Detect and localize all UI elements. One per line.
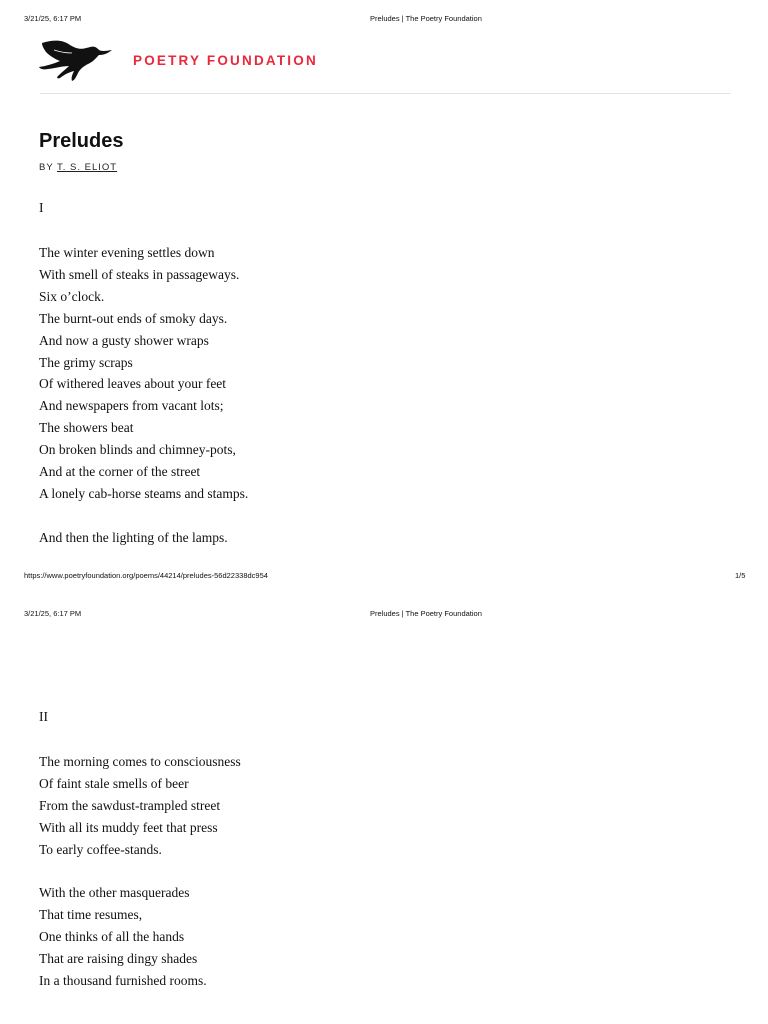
byline (39, 162, 117, 173)
print-datetime-2: 3/21/25, 6:17 PM (24, 609, 82, 618)
poem-line: Of faint stale smells of beer (39, 775, 189, 791)
poem-line: With all its muddy feet that press (39, 819, 218, 835)
pegasus-icon (38, 36, 114, 82)
poem-line: And now a gusty shower wraps (39, 332, 209, 348)
poem-line: Of withered leaves about your feet (39, 376, 227, 392)
poem-line: In a thousand furnished rooms. (39, 973, 207, 989)
poem-line: That are raising dingy shades (39, 951, 198, 967)
poem-line: And then the lighting of the lamps. (39, 529, 228, 545)
poem-line: That time resumes, (39, 907, 143, 923)
poem-line: The showers beat (39, 420, 134, 436)
poem-line: The grimy scraps (39, 354, 133, 370)
poem-line: The winter evening settles down (39, 245, 215, 260)
poem-line: And newspapers from vacant lots; (39, 398, 224, 414)
print-doc-title-2: Preludes | The Poetry Foundation (370, 609, 482, 618)
poem-section-1 (39, 242, 248, 549)
author-link[interactable]: T. S. ELIOT (56, 162, 118, 173)
print-doc-title: Preludes | The Poetry Foundation (370, 14, 482, 23)
section-number-2: II (39, 709, 48, 724)
poem-line: And at the corner of the street (39, 464, 201, 480)
stanza-2b (39, 882, 241, 992)
poetry-foundation-logo[interactable] (38, 36, 338, 86)
poem-line: A lonely cab-horse steams and stamps. (39, 485, 249, 501)
by-label: BY (39, 162, 54, 173)
print-datetime: 3/21/25, 6:17 PM (24, 14, 82, 23)
stanza-2a (39, 751, 241, 861)
section-number-1: I (39, 200, 44, 215)
poem-section-2 (39, 751, 241, 992)
poem-line: Six o’clock. (39, 288, 105, 304)
poem-line: The burnt-out ends of smoky days. (39, 310, 228, 326)
poem-line: The morning comes to consciousness (39, 754, 241, 769)
stanza-1b (39, 527, 248, 549)
poem-line: One thinks of all the hands (39, 929, 185, 945)
poem-line: With the other masquerades (39, 885, 190, 901)
brand-name: POETRY FOUNDATION (133, 53, 318, 68)
header-divider (40, 93, 731, 94)
poem-line: With smell of steaks in passageways. (39, 266, 240, 282)
stanza-1a (39, 242, 248, 505)
poem-line: To early coffee-stands. (39, 841, 162, 857)
print-url: https://www.poetryfoundation.org/poems/44214/preludes-56d22338dc954 (24, 571, 268, 580)
poem-title: Preludes (39, 130, 124, 152)
poem-line: On broken blinds and chimney-pots, (39, 442, 236, 458)
print-page-number: 1/5 (735, 571, 746, 580)
poem-line: From the sawdust-trampled street (39, 797, 221, 813)
